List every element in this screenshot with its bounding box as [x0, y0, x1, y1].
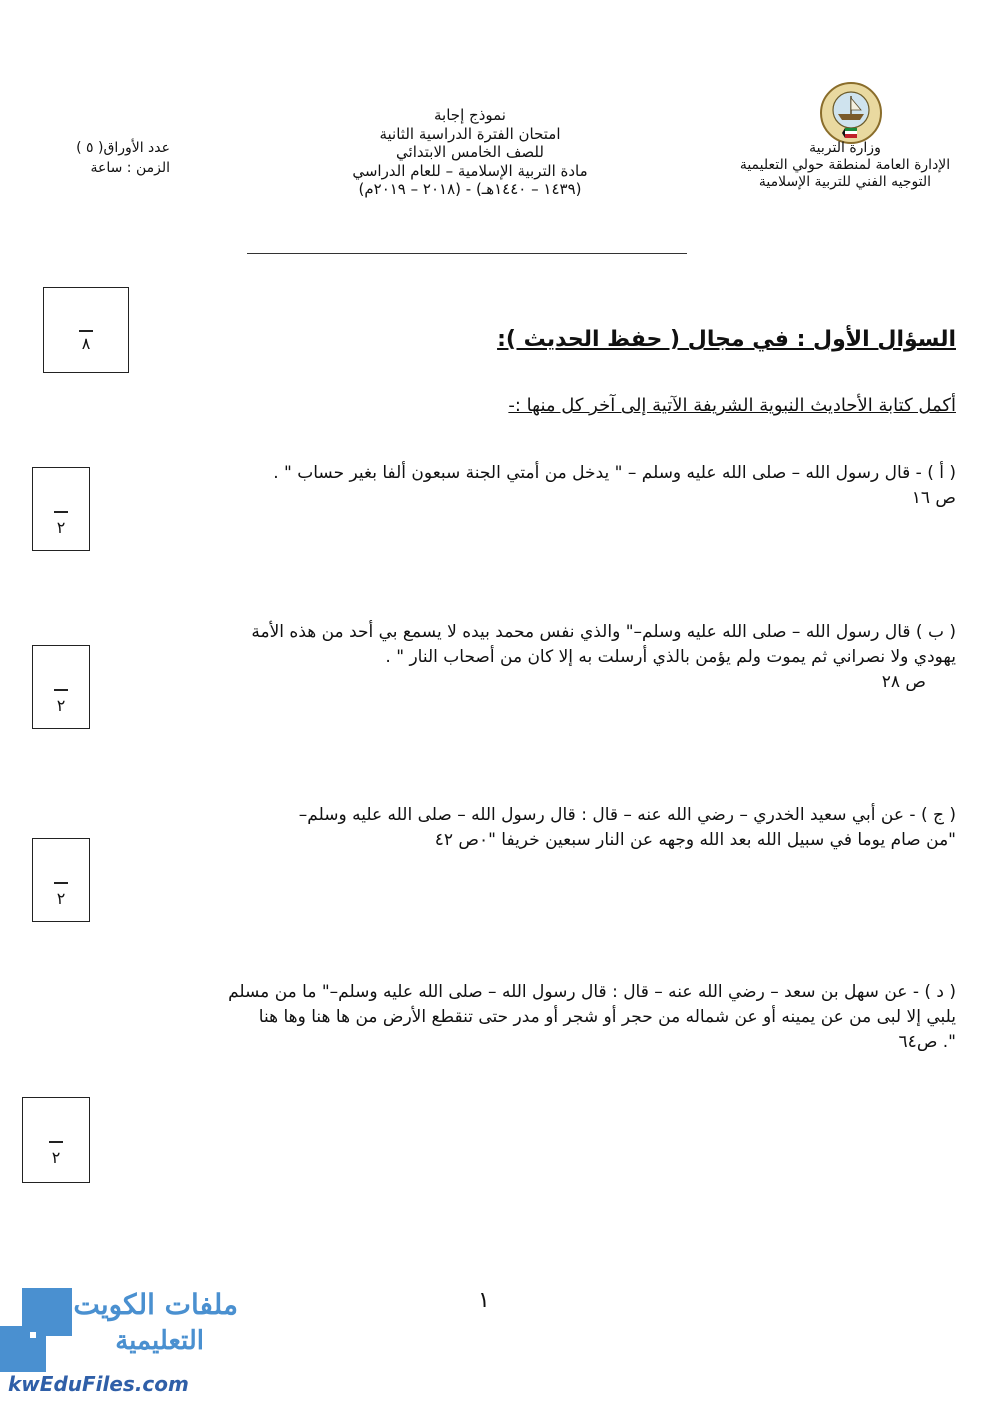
item-d — [36, 980, 956, 1055]
ministry-name: وزارة التربية — [809, 140, 881, 156]
item-c-line: "من صام يوما في سبيل الله بعد الله وجهه عن النار سبعين خريفا "٠ص ٤٢ — [434, 830, 956, 850]
exam-time: الزمن : ساعة — [90, 160, 170, 176]
ministry-header — [720, 140, 970, 191]
item-c-score: ٢ — [56, 889, 66, 908]
pages-count: عدد الأوراق( ٥ ) — [76, 140, 170, 156]
page-number: ١ — [478, 1288, 490, 1313]
item-b-score: ٢ — [56, 696, 66, 715]
total-score-box — [43, 287, 129, 373]
item-a-score-box — [32, 467, 90, 551]
logo-title: ملفات الكويت — [73, 1288, 238, 1321]
exam-period: امتحان الفترة الدراسية الثانية — [379, 124, 561, 143]
item-d-score: ٢ — [51, 1148, 61, 1167]
directorate-name: الإدارة العامة لمنطقة حولي التعليمية — [739, 157, 951, 173]
logo-blocks-icon — [0, 1280, 80, 1380]
answer-model-title: نموذج إجابة — [434, 106, 506, 124]
item-b — [96, 620, 956, 695]
instruction: أكمل كتابة الأحاديث النبوية الشريفة الآتية إلى آخر كل منها :- — [508, 395, 956, 416]
exam-header — [300, 106, 640, 199]
item-d-line: ( د ) - عن سهل بن سعد – رضي الله عنه – قال : قال رسول الله – صلى الله عليه وسلم–" ما من مسلم — [228, 982, 956, 1002]
item-b-line: ( ب ) قال رسول الله – صلى الله عليه وسلم–" والذي نفس محمد بيده لا يسمع بي أحد من هذه الأمة — [251, 622, 956, 642]
item-b-line: يهودي ولا نصراني ثم يموت ولم يؤمن بالذي أرسلت به إلا كان من أصحاب النار " . — [385, 647, 956, 667]
department-name: التوجيه الفني للتربية الإسلامية — [758, 174, 932, 190]
header-divider — [247, 253, 687, 254]
item-a-score: ٢ — [56, 518, 66, 537]
item-d-score-box — [22, 1097, 90, 1183]
question-title: السؤال الأول : في مجال ( حفظ الحديث ): — [497, 327, 956, 352]
item-d-line: يلبي إلا لبى من عن يمينه أو عن شماله من حجر أو شجر أو مدر حتى تنقطع الأرض من ها هنا وها هنا — [258, 1007, 956, 1027]
item-b-score-box — [32, 645, 90, 729]
item-a — [96, 461, 956, 511]
item-d-page-ref: ". ص٦٤ — [898, 1032, 956, 1052]
item-a-line: ( أ ) - قال رسول الله – صلى الله عليه وسلم – " يدخل من أمتي الجنة سبعون ألفا بغير حساب " . — [273, 463, 956, 483]
item-c-score-box — [32, 838, 90, 922]
exam-meta — [40, 138, 170, 178]
logo-url: kwEduFiles.com — [8, 1372, 189, 1396]
academic-year: (١٤٣٩ – ١٤٤٠هـ) - (٢٠١٨ – ٢٠١٩م) — [358, 180, 582, 199]
logo-subtitle: التعليمية — [115, 1326, 204, 1356]
grade-level: للصف الخامس الابتدائي — [396, 143, 544, 162]
item-c-line: ( ج ) - عن أبي سعيد الخدري – رضي الله عنه – قال : قال رسول الله – صلى الله عليه وسلم– — [298, 805, 956, 825]
ministry-emblem — [818, 80, 884, 146]
total-score: ٨ — [81, 334, 91, 353]
item-b-page-ref: ص ٢٨ — [881, 672, 926, 692]
site-logo — [0, 1280, 250, 1402]
item-a-page-ref: ص ١٦ — [911, 488, 956, 508]
subject-year: مادة التربية الإسلامية – للعام الدراسي — [352, 161, 588, 180]
item-c — [96, 803, 956, 853]
